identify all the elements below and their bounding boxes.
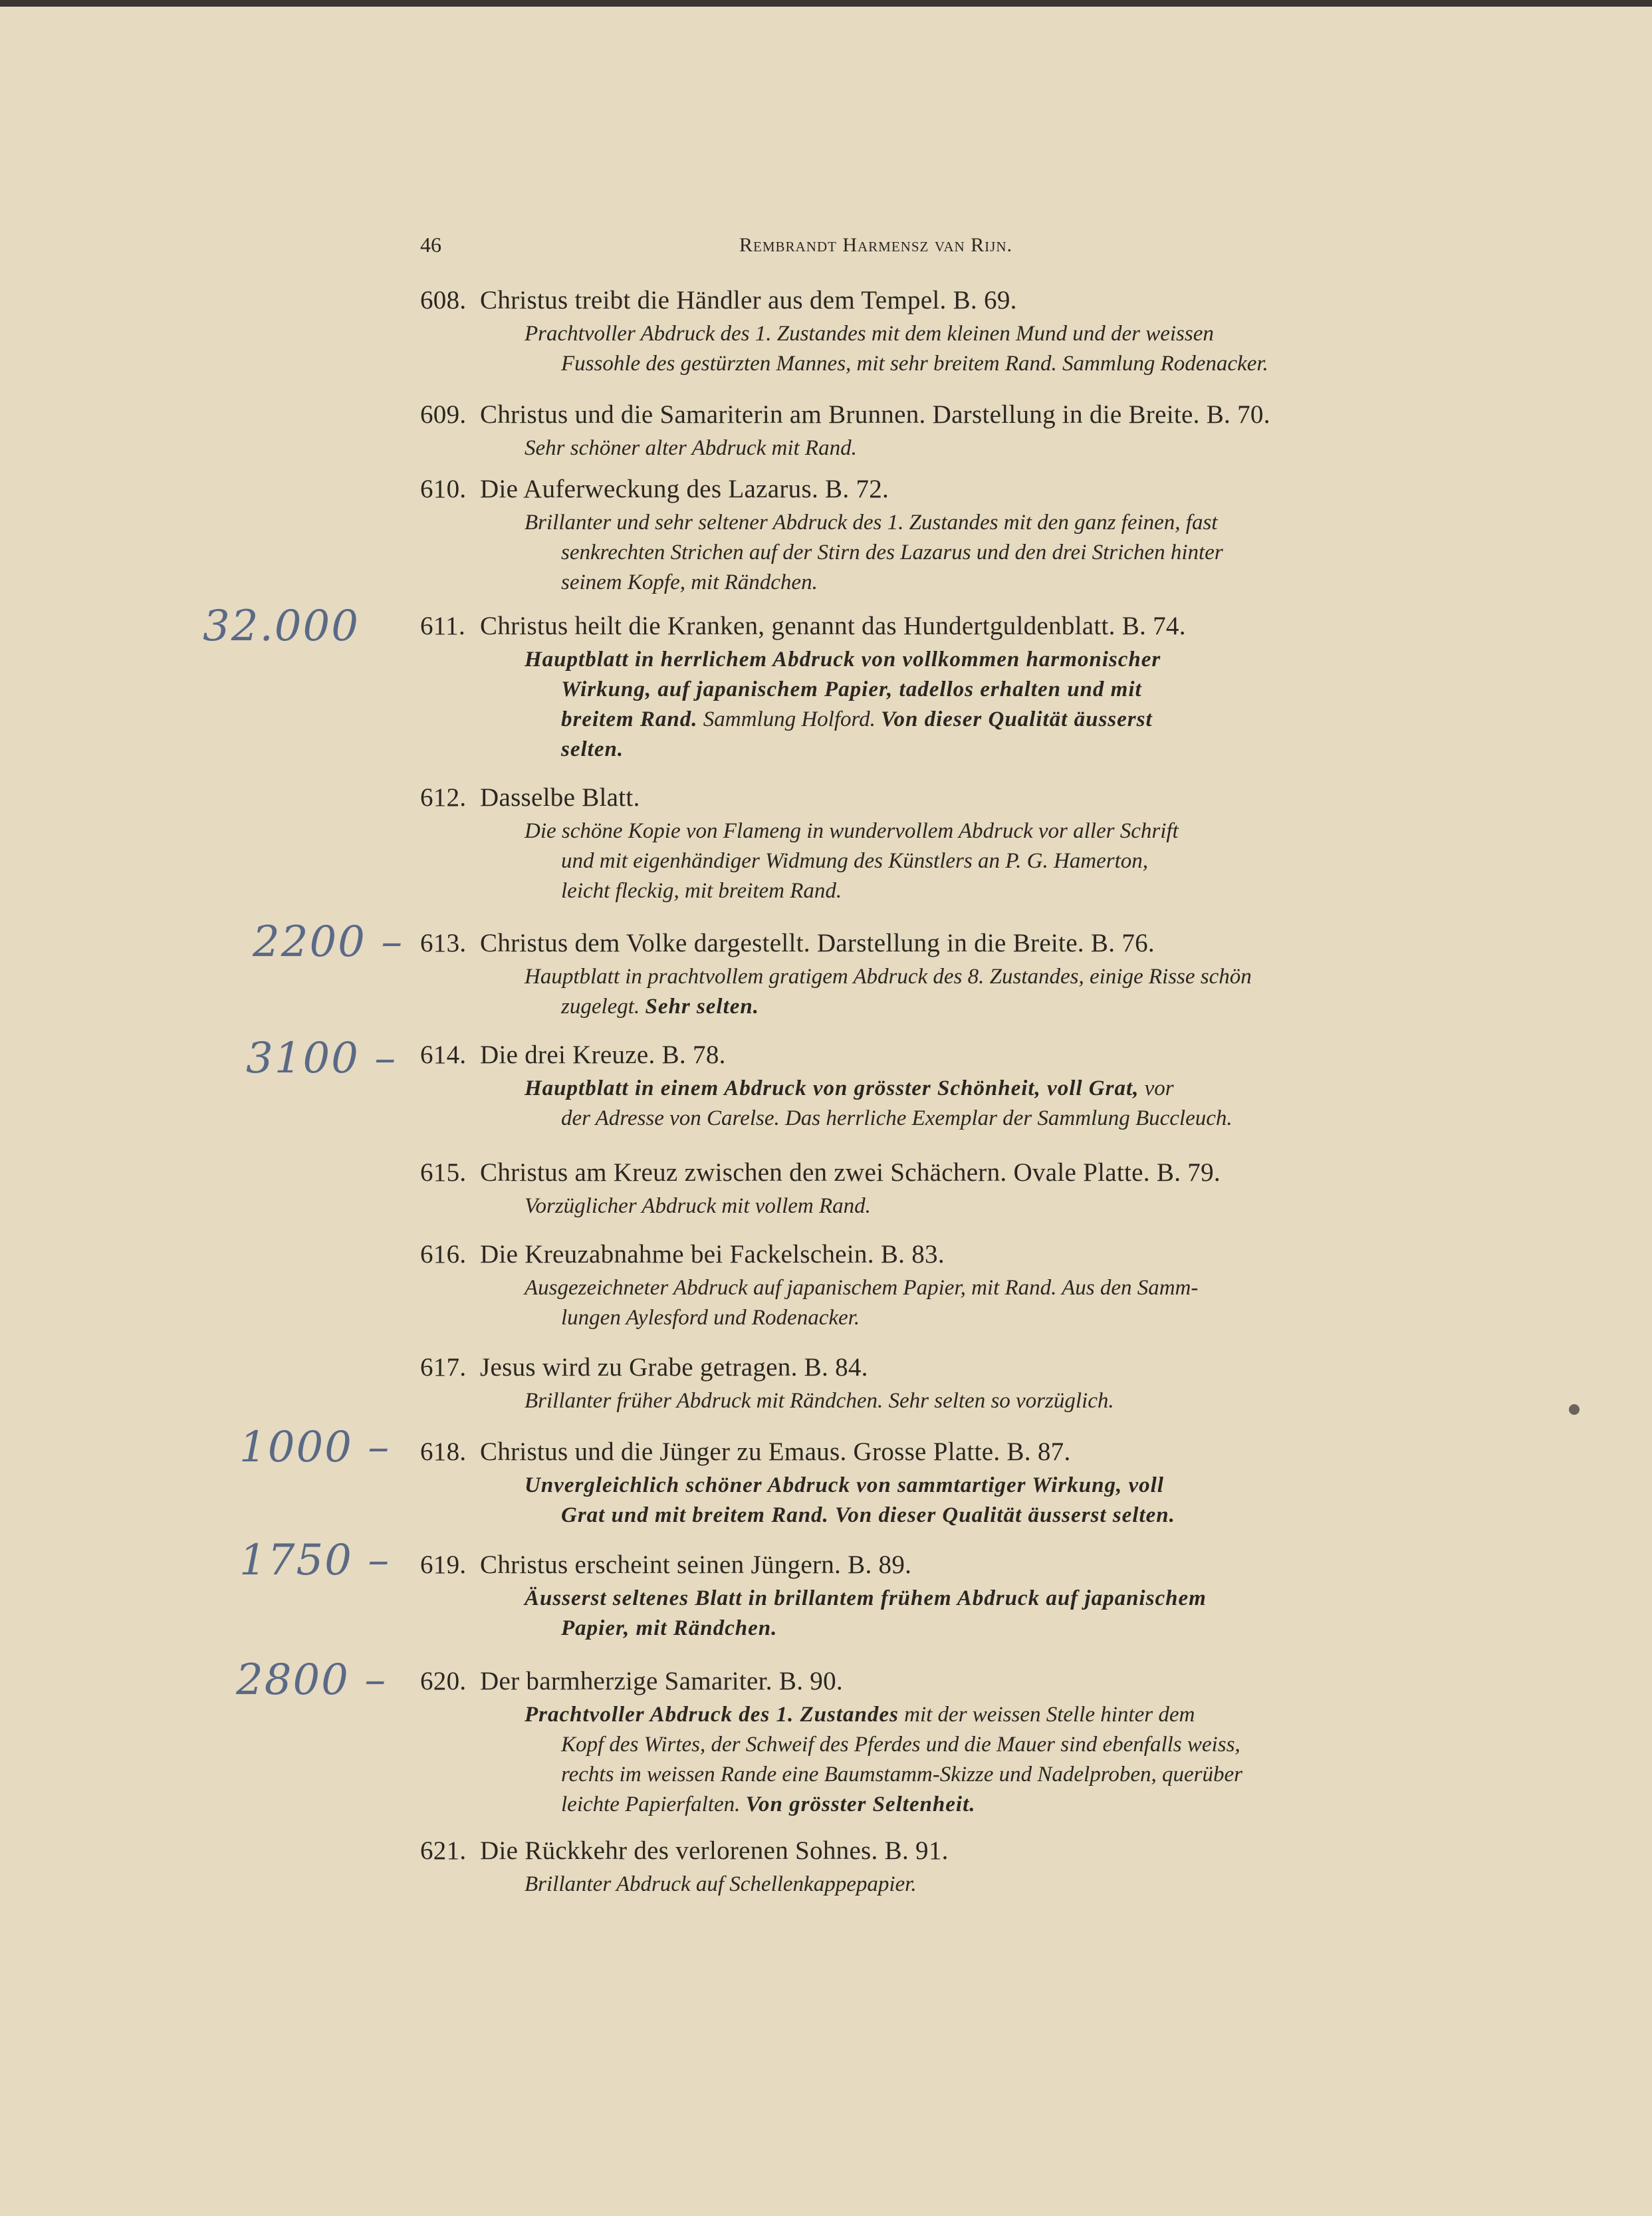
entry-number: 619. <box>420 1550 467 1579</box>
desc-text: leichte Papierfalten. <box>561 1792 741 1816</box>
pencil-price-619: 1750 – <box>239 1536 391 1585</box>
paper-spot <box>1569 1404 1580 1415</box>
entry-number: 616. <box>420 1240 467 1269</box>
entry-title: Der barmherzige Samariter. B. 90. <box>480 1667 843 1695</box>
desc-line: leicht fleckig, mit breitem Rand. <box>561 879 842 903</box>
entry-number: 613. <box>420 929 467 957</box>
desc-text: vor <box>1144 1076 1174 1100</box>
entry-title: Christus und die Samariterin am Brunnen. Darstellung in die Breite. B. 70. <box>480 400 1270 429</box>
desc-line: Vorzüglicher Abdruck mit vollem Rand. <box>525 1194 871 1218</box>
entry-611 <box>420 610 1417 765</box>
scan-top-edge <box>0 0 1652 7</box>
entry-title: Christus und die Jünger zu Emaus. Grosse Platte. B. 87. <box>480 1437 1071 1466</box>
desc-line: Fussohle des gestürzten Mannes, mit sehr breitem Rand. Sammlung Rodenacker. <box>561 352 1268 376</box>
entry-title: Jesus wird zu Grabe getragen. B. 84. <box>480 1353 868 1382</box>
desc-line: und mit eigenhändiger Widmung des Künstlers an P. G. Hamerton, <box>561 849 1149 873</box>
entry-description <box>525 319 1412 379</box>
entry-title: Christus heilt die Kranken, genannt das Hundertguldenblatt. B. 74. <box>480 612 1186 640</box>
entry-number: 614. <box>420 1041 467 1069</box>
entry-613 <box>420 927 1417 1022</box>
entry-title: Christus erscheint seinen Jüngern. B. 89. <box>480 1550 912 1579</box>
entry-title: Christus dem Volke dargestellt. Darstellung in die Breite. B. 76. <box>480 929 1155 957</box>
desc-line: Sehr schöner alter Abdruck mit Rand. <box>525 436 857 460</box>
entry-619 <box>420 1549 1417 1644</box>
entry-609 <box>420 399 1417 463</box>
desc-line: seinem Kopfe, mit Rändchen. <box>561 570 818 594</box>
desc-line: Brillanter früher Abdruck mit Rändchen. Sehr selten so vorzüglich. <box>525 1389 1114 1413</box>
entry-description <box>525 962 1412 1022</box>
desc-line: Papier, mit Rändchen. <box>561 1616 778 1640</box>
pencil-price-614: 3100 – <box>246 1034 398 1083</box>
entry-title: Christus treibt die Händler aus dem Tempel. B. 69. <box>480 286 1017 314</box>
entry-description <box>525 1191 1412 1221</box>
desc-line: Äusserst seltenes Blatt in brillantem frühem Abdruck auf japanischem <box>525 1586 1207 1610</box>
entry-620 <box>420 1665 1417 1820</box>
desc-line: lungen Aylesford und Rodenacker. <box>561 1306 860 1330</box>
entry-description <box>525 645 1412 765</box>
entry-title: Dasselbe Blatt. <box>480 783 640 812</box>
entry-608 <box>420 285 1417 379</box>
entry-621 <box>420 1835 1417 1900</box>
desc-line: Grat und mit breitem Rand. Von dieser Qualität äusserst selten. <box>561 1503 1175 1527</box>
entry-number: 618. <box>420 1437 467 1466</box>
entry-description <box>525 1584 1412 1644</box>
running-title: Rembrandt Harmensz van Rijn. <box>739 234 1012 256</box>
entry-title: Die Kreuzabnahme bei Fackelschein. B. 83. <box>480 1240 945 1269</box>
desc-text: Sammlung Holford. <box>703 707 876 731</box>
desc-line: Ausgezeichneter Abdruck auf japanischem Papier, mit Rand. Aus den Samm- <box>525 1276 1199 1300</box>
entry-615 <box>420 1157 1417 1221</box>
entry-description <box>525 1471 1412 1531</box>
desc-line: Hauptblatt in prachtvollem gratigem Abdruck des 8. Zustandes, einige Risse schön <box>525 965 1252 989</box>
entry-number: 612. <box>420 783 467 812</box>
entry-description <box>525 1870 1412 1900</box>
desc-line: Wirkung, auf japanischem Papier, tadellos erhalten und mit <box>561 677 1142 701</box>
desc-line: Die schöne Kopie von Flameng in wundervollem Abdruck vor aller Schrift <box>525 819 1179 843</box>
desc-line: selten. <box>561 737 624 761</box>
entry-title: Die Rückkehr des verlorenen Sohnes. B. 91. <box>480 1836 949 1865</box>
entry-number: 617. <box>420 1353 467 1382</box>
page-number: 46 <box>420 233 441 257</box>
entry-description <box>525 1386 1412 1416</box>
entry-number: 620. <box>420 1667 467 1695</box>
entry-616 <box>420 1239 1417 1333</box>
desc-line: Brillanter und sehr seltener Abdruck des 1. Zustandes mit den ganz feinen, fast <box>525 511 1218 535</box>
pencil-price-613: 2200 – <box>253 918 404 967</box>
desc-line: senkrechten Strichen auf der Stirn des Lazarus und den drei Strichen hinter <box>561 541 1223 564</box>
desc-text: Von grösster Seltenheit. <box>745 1792 976 1816</box>
desc-line: der Adresse von Carelse. Das herrliche Exemplar der Sammlung Buccleuch. <box>561 1106 1233 1130</box>
desc-line: rechts im weissen Rande eine Baumstamm-Skizze und Nadelproben, querüber <box>561 1763 1242 1786</box>
desc-text: Sehr selten. <box>645 995 760 1019</box>
desc-text: Prachtvoller Abdruck des 1. Zustandes <box>525 1703 899 1727</box>
pencil-price-620: 2800 – <box>236 1656 388 1705</box>
desc-line: Kopf des Wirtes, der Schweif des Pferdes und die Mauer sind ebenfalls weiss, <box>561 1733 1240 1757</box>
pencil-price-611: 32.000 <box>203 602 360 651</box>
desc-text: Hauptblatt in einem Abdruck von grösster Schönheit, voll Grat, <box>525 1076 1139 1100</box>
entry-612 <box>420 782 1417 906</box>
entry-description <box>525 816 1412 906</box>
entry-number: 621. <box>420 1836 467 1865</box>
entry-description <box>525 433 1412 463</box>
entry-618 <box>420 1436 1417 1531</box>
entry-614 <box>420 1039 1417 1134</box>
entry-number: 610. <box>420 475 467 503</box>
entry-description <box>525 1273 1412 1333</box>
entry-617 <box>420 1352 1417 1416</box>
desc-text: mit der weissen Stelle hinter dem <box>904 1703 1195 1727</box>
pencil-price-618: 1000 – <box>239 1423 391 1472</box>
desc-line: Hauptblatt in herrlichem Abdruck von vollkommen harmonischer <box>525 648 1161 672</box>
entry-number: 615. <box>420 1158 467 1187</box>
desc-line: Unvergleichlich schöner Abdruck von sammtartiger Wirkung, voll <box>525 1473 1164 1497</box>
entry-description <box>525 1074 1412 1134</box>
desc-line: Prachtvoller Abdruck des 1. Zustandes mit dem kleinen Mund und der weissen <box>525 322 1214 346</box>
desc-text: zugelegt. <box>561 995 640 1019</box>
entry-title: Die Auferweckung des Lazarus. B. 72. <box>480 475 889 503</box>
entry-number: 608. <box>420 286 467 314</box>
page-header <box>420 233 1417 266</box>
entry-610 <box>420 473 1417 598</box>
desc-line: Brillanter Abdruck auf Schellenkappepapier. <box>525 1872 917 1896</box>
entry-title: Die drei Kreuze. B. 78. <box>480 1041 726 1069</box>
desc-text: breitem Rand. <box>561 707 698 731</box>
desc-text: Von dieser Qualität äusserst <box>881 707 1153 731</box>
entry-description <box>525 508 1412 598</box>
entry-title: Christus am Kreuz zwischen den zwei Schächern. Ovale Platte. B. 79. <box>480 1158 1221 1187</box>
entry-number: 609. <box>420 400 467 429</box>
entry-description <box>525 1700 1412 1820</box>
entry-number: 611. <box>420 612 466 640</box>
